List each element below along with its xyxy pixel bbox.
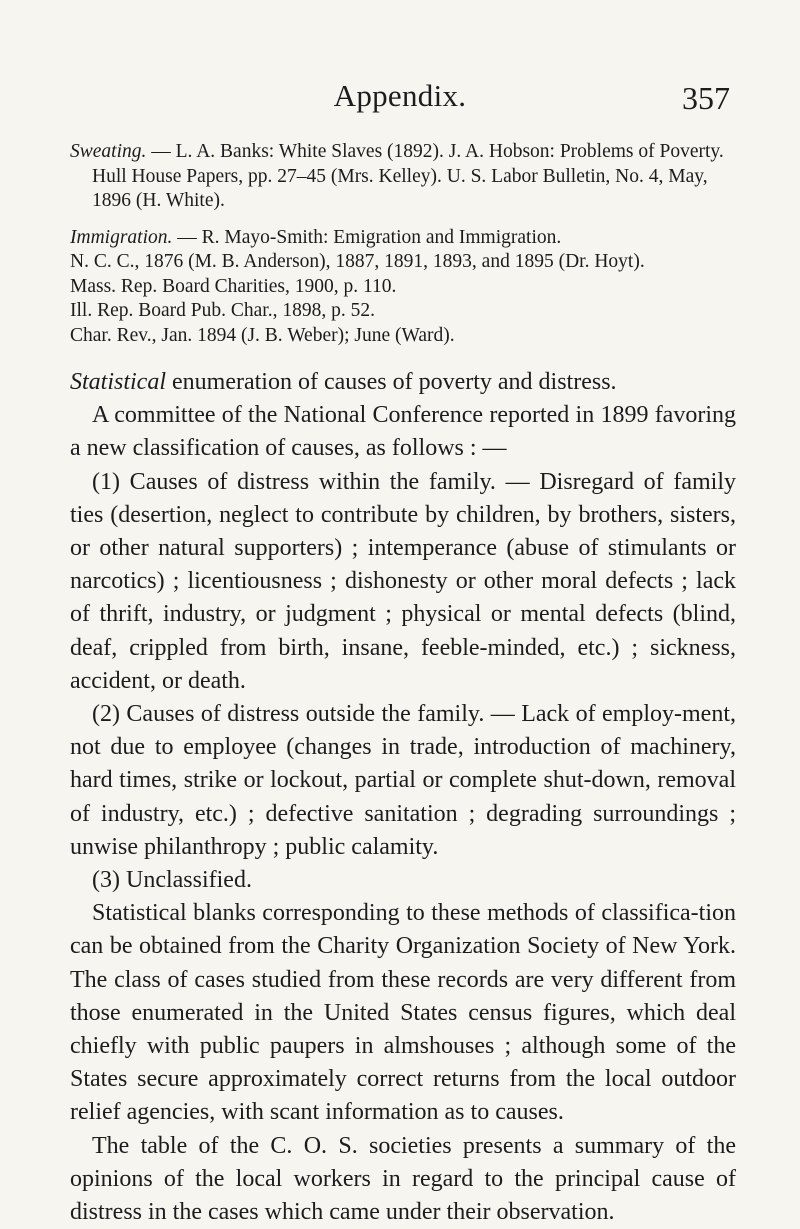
paragraph: Statistical blanks corresponding to these methods of classifica-tion can be obtained from the Charity Organization Society of New York. The class of cases studied from these records are very different from those enumerated in the United States census figures, which deal chiefly with public paupers in almshouses ; although some of the States secure approximately correct returns from the local outdoor relief agencies, with scant information as to causes. bbox=[70, 900, 736, 1126]
paragraph: (2) Causes of distress outside the family. — Lack of employ-ment, not due to employee (changes in trade, introduction of machinery, hard times, strike or lockout, partial or complete shut-down, removal of industry, etc.) ; defective sanitation ; degrading surroundings ; unwise philanthropy ; public calamity. bbox=[70, 701, 736, 860]
reference-label: Immigration. bbox=[70, 226, 173, 248]
reference-entry bbox=[70, 140, 736, 214]
section-intro-text: enumeration of causes of poverty and distress. bbox=[166, 369, 617, 395]
reference-text: — R. Mayo-Smith: Emigration and Immigration. bbox=[172, 226, 562, 248]
reference-line: Ill. Rep. Board Pub. Char., 1898, p. 52. bbox=[70, 300, 375, 321]
page-number: 357 bbox=[682, 80, 730, 116]
reference-list bbox=[70, 140, 736, 360]
section-intro bbox=[70, 366, 736, 399]
paragraph: (1) Causes of distress within the family. — Disregard of family ties (desertion, neglect to contribute by children, by brothers, sisters, or other natural supporters) ; intemperance (abuse of stimulants or narcotics) ; licentiousness ; dishonesty or other moral defects ; lack of thrift, industry, or judgment ; physical or mental defects (blind, deaf, crippled from birth, insane, feeble-minded, etc.) ; sickness, accident, or death. bbox=[70, 468, 736, 694]
running-head: Appendix. bbox=[333, 78, 467, 113]
reference-entry bbox=[70, 226, 736, 251]
reference-group-immigration bbox=[70, 226, 736, 349]
body-text bbox=[70, 366, 736, 1229]
reference-line: N. C. C., 1876 (M. B. Anderson), 1887, 1891, 1893, and 1895 (Dr. Hoyt). bbox=[70, 251, 645, 272]
page-header bbox=[0, 78, 800, 118]
paragraph: A committee of the National Conference reported in 1899 favoring a new classification of causes, as follows : — bbox=[70, 402, 736, 462]
reference-group-sweating bbox=[70, 140, 736, 214]
paragraph: The table of the C. O. S. societies presents a summary of the opinions of the local workers in regard to the principal cause of distress in the cases which came under their observation. bbox=[70, 1132, 736, 1226]
paragraph: (3) Unclassified. bbox=[92, 867, 252, 894]
reference-line: Mass. Rep. Board Charities, 1900, p. 110. bbox=[70, 275, 397, 297]
reference-line: Char. Rev., Jan. 1894 (J. B. Weber); June (Ward). bbox=[70, 324, 455, 346]
section-label: Statistical bbox=[70, 369, 166, 395]
reference-text: — L. A. Banks: White Slaves (1892). J. A. Hobson: Problems of Poverty. Hull House Papers, pp. 27–45 (Mrs. Kelley). U. S. Labor Bulletin, No. 4, May, 1896 (H. White). bbox=[92, 141, 724, 211]
reference-label: Sweating. bbox=[70, 141, 147, 162]
